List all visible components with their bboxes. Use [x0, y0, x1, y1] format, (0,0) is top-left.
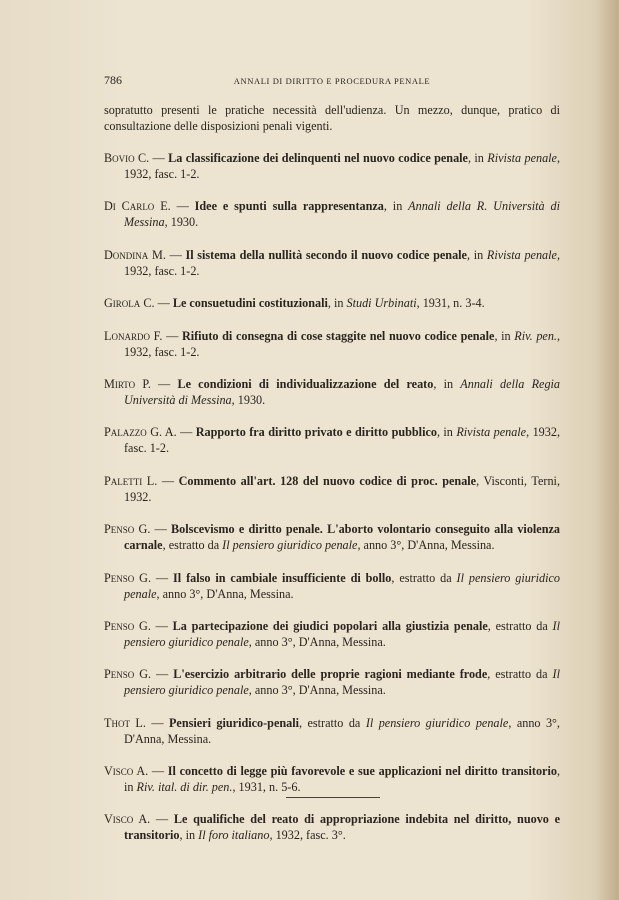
bibliography-entry — [104, 150, 560, 182]
entry-text: , in — [383, 199, 409, 214]
entry-source: Il pensiero giuridico penale — [124, 618, 560, 649]
page-number: 786 — [104, 73, 122, 87]
bibliography-entry — [104, 715, 560, 747]
entry-source: Studi Urbinati — [346, 296, 417, 311]
entry-title: Idee e spunti sulla rappresentanza — [194, 199, 384, 214]
entry-text: , anno 3°, D'Anna, Messina. — [156, 586, 294, 601]
entry-text: , 1931, n. 3-4. — [416, 296, 485, 311]
entry-author: Di Carlo E. — — [104, 199, 195, 214]
intro-paragraph: sopratutto presenti le pratiche necessità dell'udienza. Un mezzo, dunque, pratico di consultazione delle disposizioni penali vigenti. — [104, 103, 560, 133]
entry-text: , in — [494, 328, 515, 343]
closing-rule — [286, 797, 380, 798]
entry-author: Visco A. — — [104, 812, 174, 827]
entry-author: Penso G. — — [104, 570, 174, 585]
entry-source: Annali della Regia Università di Messina — [124, 376, 561, 407]
entry-text: , 1932, fasc. 1-2. — [124, 247, 560, 278]
entry-author: Bovio C. — — [104, 151, 169, 165]
page-body — [104, 102, 560, 860]
entry-title: Pensieri giuridico-penali — [168, 715, 300, 730]
entry-source: Il pensiero giuridico penale — [124, 570, 560, 601]
entry-title: Le condizioni di individualizzazione del reato — [177, 376, 434, 391]
entry-author: Paletti L. — — [104, 473, 179, 488]
entry-text: , estratto da — [299, 715, 366, 730]
entry-text: , 1932, fasc. 1-2. — [124, 328, 561, 359]
bibliography-entry — [104, 424, 560, 456]
entry-title: Rapporto fra diritto privato e diritto pubblico — [195, 425, 437, 440]
entry-text: , 1932, fasc. 3°. — [269, 828, 346, 843]
entry-author: Penso G. — — [104, 667, 174, 682]
entry-author: Penso G. — — [104, 618, 173, 633]
entry-source: Annali della R. Università di Messina — [124, 199, 560, 230]
entry-text: , estratto da — [487, 667, 553, 682]
entry-text: , 1930. — [164, 215, 199, 230]
page-header — [104, 73, 560, 89]
entry-text: , anno 3°, D'Anna, Messina. — [357, 538, 495, 553]
entry-source: Il pensiero giuridico penale — [365, 715, 509, 730]
entry-source: Il foro italiano — [198, 828, 270, 843]
entry-author: Thot L. — — [104, 715, 169, 730]
entry-author: Mirto P. — — [104, 376, 178, 391]
entry-source: Il pensiero giuridico penale — [222, 538, 358, 553]
entry-text: , in — [433, 376, 461, 391]
entry-author: Dondina M. — — [104, 247, 186, 262]
running-head: ANNALI DI DIRITTO E PROCEDURA PENALE — [233, 76, 431, 86]
entry-source: Rivista penale — [486, 247, 557, 262]
entry-text: , 1932, fasc. 1-2. — [124, 425, 560, 456]
entry-source: Il pensiero giuridico penale — [124, 667, 560, 698]
entry-title: Rifiuto di consegna di cose staggite nel nuovo codice penale — [181, 328, 495, 343]
entry-source: Riv. pen. — [514, 328, 557, 343]
entry-title: Le consuetudini costituzionali — [172, 296, 328, 311]
entry-text: , estratto da — [487, 618, 553, 633]
bibliography-entry — [104, 295, 560, 311]
bibliography-entry — [104, 376, 560, 408]
entry-text: , in — [467, 151, 488, 165]
bibliography-entry — [104, 570, 560, 602]
bibliography-entry — [104, 763, 560, 795]
entry-source: Riv. ital. di dir. pen. — [136, 780, 233, 795]
entry-text: , Visconti, Terni, 1932. — [124, 473, 560, 504]
bibliography-entry — [104, 247, 560, 279]
bibliography-entry — [104, 618, 560, 650]
bibliography-entry — [104, 473, 560, 505]
entry-title: La partecipazione dei giudici popolari alla giustizia penale — [172, 618, 488, 633]
bibliography-list — [104, 150, 560, 843]
entry-text: , 1932, fasc. 1-2. — [124, 151, 561, 181]
entry-author: Girola C. — — [104, 296, 173, 311]
entry-title: Il concetto di legge più favorevole e sue applicazioni nel diritto transitorio — [167, 764, 557, 779]
bibliography-entry — [104, 328, 560, 360]
entry-source: Rivista penale — [487, 151, 557, 165]
entry-title: L'esercizio arbitrario delle proprie ragioni mediante frode — [173, 667, 488, 682]
entry-text: , in — [436, 425, 457, 440]
entry-text: , anno 3°, D'Anna, Messina. — [248, 683, 386, 698]
entry-text: , 1931, n. 5-6. — [232, 780, 301, 795]
bibliography-entry — [104, 521, 560, 553]
entry-text: , in — [466, 247, 487, 262]
entry-title: La classificazione dei delinquenti nel nuovo codice penale — [168, 151, 468, 165]
entry-source: Rivista penale — [456, 425, 527, 440]
entry-title: Il falso in cambiale insufficiente di bollo — [173, 570, 392, 585]
entry-text: , in — [124, 764, 560, 795]
entry-text: , anno 3°, D'Anna, Messina. — [248, 634, 386, 649]
entry-text: , in — [179, 828, 199, 843]
entry-text: , in — [327, 296, 347, 311]
entry-author: Visco A. — — [104, 764, 168, 779]
entry-title: Commento all'art. 128 del nuovo codice di proc. penale — [178, 473, 477, 488]
entry-author: Lonardo F. — — [104, 328, 182, 343]
bibliography-entry — [104, 666, 560, 698]
entry-text: , anno 3°, D'Anna, Messina. — [124, 715, 560, 746]
entry-title: Le qualifiche del reato di appropriazione indebita nel diritto, nuovo e transitorio — [124, 812, 561, 843]
entry-title: Bolscevismo e diritto penale. L'aborto volontario conseguito alla violenza carnale — [124, 522, 560, 553]
bibliography-entry — [104, 811, 560, 843]
entry-author: Penso G. — — [104, 522, 172, 537]
entry-title: Il sistema della nullità secondo il nuovo codice penale — [185, 247, 467, 262]
entry-text: , 1930. — [231, 392, 266, 407]
entry-text: , estratto da — [162, 538, 223, 553]
bibliography-entry — [104, 198, 560, 230]
entry-text: , estratto da — [391, 570, 457, 585]
entry-author: Palazzo G. A. — — [104, 425, 196, 440]
